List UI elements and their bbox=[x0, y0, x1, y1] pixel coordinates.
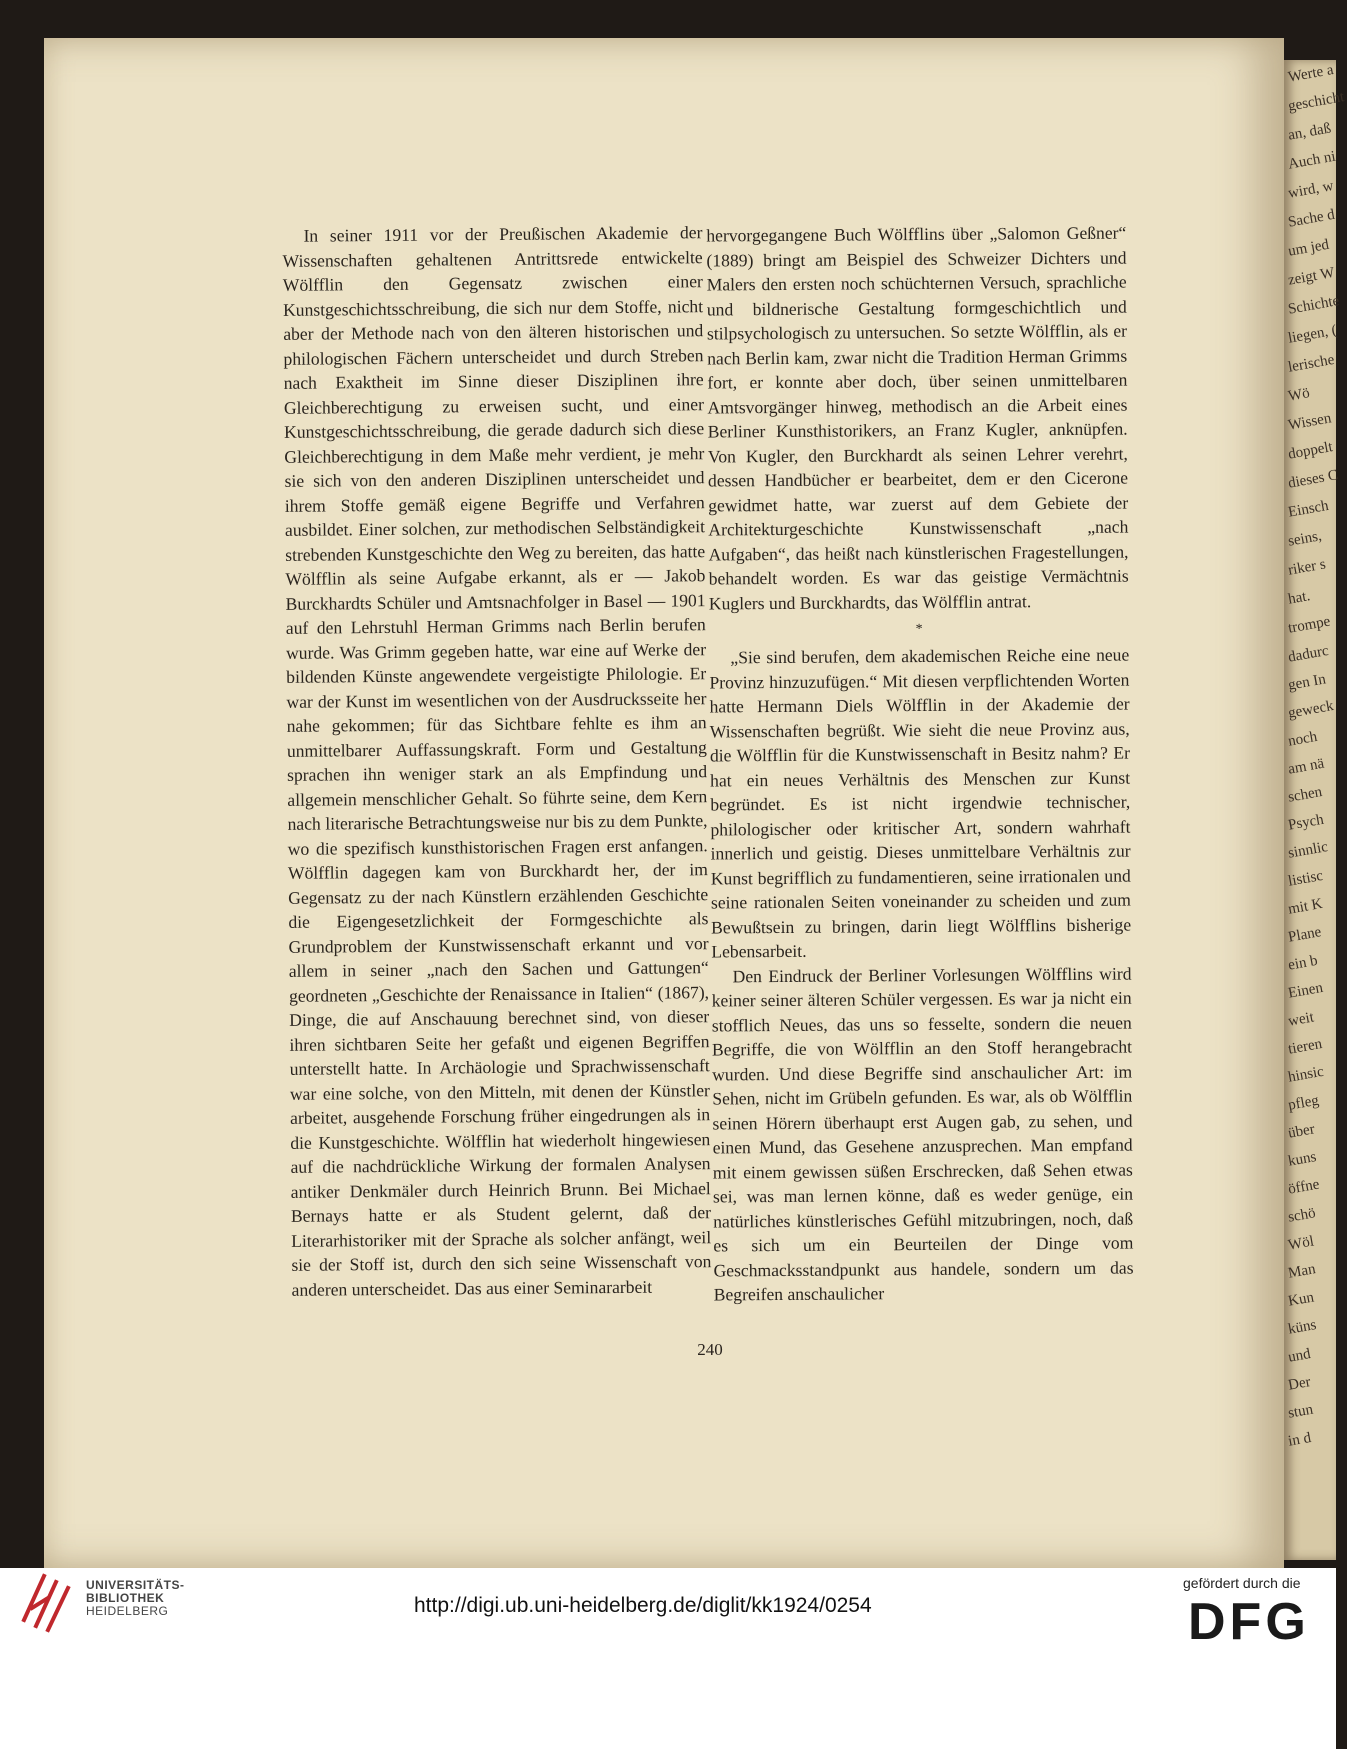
next-page-fragment: seins, bbox=[1286, 528, 1323, 550]
library-name bbox=[86, 1579, 185, 1618]
next-page-fragment: zeigt W bbox=[1286, 264, 1336, 289]
next-page-fragment: trompe bbox=[1286, 613, 1332, 637]
next-page-fragment: Sache d bbox=[1286, 206, 1336, 231]
paragraph: Den Eindruck der Berliner Vorlesungen Wölfflins wird keiner seiner älteren Schüler vergessen. Es war ja nicht ein stofflich Neues, das uns so fesselte, sondern die neuen Begriffe, die von Wölfflin an den Stoff herangebracht wurden. Und diese Begriffe sind anschaulicher Art: im Sehen, nicht im Grübeln gefunden. Es war, als ob Wölfflin seinen Hörern überhaupt erst Augen gab, zu sehen, und einen Mund, das Gesehene anzusprechen. Man empfand mit einem gewissen süßen Erschrecken, daß Sehen etwas sei, was man lernen könne, daß es weder genüge, ein natürliches künstlerisches Gefühl mitzubringen, noch, daß es sich um ein Beurteilen der Dinge vom Geschmacksstandpunkt aus handele, sondern um das Begreifen anschaulicher bbox=[711, 963, 1134, 1305]
next-page-fragment: dadurc bbox=[1286, 642, 1330, 666]
next-page-fragment: pfleg bbox=[1286, 1092, 1321, 1114]
next-page-fragment: über bbox=[1286, 1121, 1316, 1142]
next-page-edge bbox=[1284, 60, 1346, 1560]
next-page-fragment: stun bbox=[1286, 1401, 1315, 1422]
next-page-fragment: schö bbox=[1286, 1205, 1317, 1226]
next-page-fragment: dieses C bbox=[1286, 467, 1340, 492]
funded-by-label: gefördert durch die bbox=[1183, 1575, 1301, 1591]
next-page-fragment: geweck bbox=[1286, 697, 1335, 722]
next-page-fragment: weit bbox=[1286, 1009, 1316, 1030]
dfg-logo[interactable]: DFG bbox=[1188, 1593, 1310, 1651]
next-page-fragment: am nä bbox=[1286, 755, 1326, 778]
next-page-fragment: Kun bbox=[1286, 1289, 1316, 1310]
next-page-fragment: hat. bbox=[1286, 588, 1312, 608]
university-library-logo[interactable] bbox=[18, 1568, 188, 1632]
next-page-fragment: doppelt bbox=[1286, 439, 1334, 463]
next-page-fragment: öffne bbox=[1286, 1176, 1321, 1198]
next-page-fragment: sinnlic bbox=[1286, 838, 1330, 862]
next-page-fragment: Psych bbox=[1286, 811, 1326, 834]
next-page-fragment: noch bbox=[1286, 728, 1319, 750]
next-page-fragment: Auch ni bbox=[1286, 148, 1337, 173]
next-page-fragment: Werte a bbox=[1286, 61, 1335, 86]
next-page-fragment: tieren bbox=[1286, 1036, 1324, 1058]
library-emblem-icon bbox=[18, 1568, 78, 1632]
next-page-fragment: listisc bbox=[1286, 867, 1325, 890]
page-number: 240 bbox=[697, 1340, 723, 1359]
next-page-fragment: gen In bbox=[1286, 671, 1328, 694]
next-page-fragment: Schichte bbox=[1286, 292, 1341, 318]
next-page-fragment: Wö bbox=[1286, 385, 1311, 405]
library-name-line: HEIDELBERG bbox=[86, 1604, 169, 1618]
next-page-fragment: lerische bbox=[1286, 351, 1336, 376]
next-page-fragment: Einen bbox=[1286, 979, 1325, 1002]
next-page-fragment: an, daß bbox=[1286, 120, 1333, 144]
next-page-fragment: Man bbox=[1286, 1261, 1317, 1282]
next-page-fragment: und bbox=[1286, 1346, 1312, 1366]
library-name-line: UNIVERSITÄTS- bbox=[86, 1578, 185, 1592]
left-text-column bbox=[282, 220, 711, 1302]
next-page-fragment: kuns bbox=[1286, 1149, 1318, 1170]
paragraph: In seiner 1911 vor der Preußischen Akademie der Wissenschaften gehaltenen Antrittsrede entwickelte Wölfflin den Gegensatz zwischen einer Kunstgeschichtsschreibung, die sich nur dem Stoffe, nicht aber der Methode nach von den älteren historischen und philologischen Fächern unterscheidet und durch Streben nach Exaktheit im Sinne dieser Disziplinen ihre Gleichberechtigung zu erweisen sucht, und einer Kunstgeschichtsschreibung, die gerade dadurch sich diese Gleichberechtigung in dem Maße mehr verdient, je mehr sie sich von den anderen Disziplinen unterscheidet und ihrem Stoffe gemäß eigene Begriffe und Verfahren ausbildet. Einer solchen, zur methodischen Selbständigkeit strebenden Kunstgeschichte den Weg zu bereiten, das hatte Wölfflin als seine Aufgabe erkannt, als er — Jakob Burckhardts Schüler und Amtsnachfolger in Basel — 1901 auf den Lehrstuhl Herman Grimms nach Berlin berufen wurde. Was Grimm gegeben hatte, war eine auf Werke der bildenden Künste angewendete vergeistigte Philologie. Er war der Kunst im wesentlichen von der Ausdrucksseite her nahe gekommen; für das Sichtbare fehlte es ihm an unmittelbarer Auffassungskraft. Form und Gestaltung sprachen ihn weniger stark an als Empfindung und allgemein menschlicher Gehalt. So führte seine, dem Kern nach literarische Betrachtungsweise nur bis zu dem Punkte, wo die spezifisch kunsthistorischen Fragen erst anfangen. Wölfflin dagegen kam von Burckhardt her, der im Gegensatz zu der nach Künstlern erzählenden Geschichte die Eigengesetzlichkeit der Formgeschichte als Grundproblem der Kunstwissenschaft erkannt und vor allem in seiner „nach den Sachen und Gattungen“ geordneten „Geschichte der Renaissance in Italien“ (1867), Dinge, die auf Anschauung berechnet sind, von dieser ihren sichtbaren Seite her gefaßt und eigenen Begriffen unterstellt hatte. In Archäologie und Sprachwissenschaft war eine solche, von den Mitteln, mit denen der Künstler arbeitet, ausgehende Forschung früher eingedrungen als in die Kunstgeschichte. Wölfflin hat wiederholt hingewiesen auf die nachdrückliche Wirkung der formalen Analysen antiker Denkmäler durch Heinrich Brunn. Bei Michael Bernays hatte er als Student gelernt, daß der Literarhistoriker mit der Sprache als solcher anfängt, weil sie der Stoff ist, durch den sich seine Wissenschaft von anderen unterscheidet. Das aus einer Seminararbeit bbox=[282, 222, 712, 1300]
next-page-fragment: in d bbox=[1286, 1429, 1313, 1450]
next-page-fragment: Wöl bbox=[1286, 1233, 1316, 1254]
next-page-fragment: geschicht bbox=[1286, 89, 1346, 115]
next-page-fragment: riker s bbox=[1286, 556, 1327, 579]
next-page-fragment: ein b bbox=[1286, 952, 1319, 974]
footer-bar bbox=[0, 1568, 1336, 1749]
paragraph: „Sie sind berufen, dem akademischen Reiche eine neue Provinz hinzuzufügen.“ Mit diesen verpflichtenden Worten hatte Hermann Diels Wölfflin in der Akademie der Wissenschaften begrüßt. Wie sieht die neue Provinz aus, die Wölfflin für die Kunstwissenschaft in Besitz nahm? Er hat ein neues Verhältnis des Menschen zur Kunst begründet. Es ist nicht irgendwie technischer, philologischer oder kritischer Art, sondern wahrhaft innerlich und geistig. Dieses unmittelbare Verhältnis zur Kunst begrifflich zu fundamentieren, seine irrationalen und seine rationalen Seiten voneinander zu scheiden und zum Bewußtsein zu bringen, darin liegt Wölfflins bisherige Lebensarbeit. bbox=[709, 644, 1132, 962]
next-page-fragment: mit K bbox=[1286, 895, 1324, 918]
next-page-fragment: Einsch bbox=[1286, 497, 1330, 521]
next-page-fragment: küns bbox=[1286, 1317, 1318, 1338]
next-page-fragment: Wissen bbox=[1286, 410, 1333, 434]
next-page-fragment: Plane bbox=[1286, 924, 1323, 946]
next-page-fragment: Der bbox=[1286, 1374, 1312, 1394]
right-text-column bbox=[706, 221, 1134, 1307]
next-page-fragment: um jed bbox=[1286, 236, 1331, 260]
permalink-url[interactable]: http://digi.ub.uni-heidelberg.de/diglit/kk1924/0254 bbox=[414, 1594, 872, 1617]
section-break-asterisk: * bbox=[915, 621, 923, 638]
next-page-fragment: wird, w bbox=[1286, 177, 1335, 202]
next-page-fragment: schen bbox=[1286, 784, 1324, 806]
paragraph: hervorgegangene Buch Wölfflins über „Salomon Geßner“ (1889) bringt am Beispiel des Schweizer Dichters und Malers den ersten noch schüchternen Versuch, sprachliche und bildnerische Gestaltung formgeschichtlich und stilpsychologisch zu untersuchen. So setzte Wölfflin, als er nach Berlin kam, zwar nicht die Tradition Herman Grimms fort, er konnte aber doch, über seinen unmittelbaren Amtsvorgänger hinweg, methodisch an die Arbeit eines Berliner Kunsthistorikers, an Franz Kugler, anknüpfen. Von Kugler, den Burckhardt als seinen Lehrer verehrt, dessen Handbücher er bearbeitet, dem er den Cicerone gewidmet hatte, war zuerst auf dem Gebiete der Architekturgeschichte Kunstwissenschaft „nach Aufgaben“, das heißt nach künstlerischen Fragestellungen, behandelt worden. Es war das geistige Vermächtnis Kuglers und Burckhardts, das Wölfflin antrat. bbox=[706, 222, 1129, 613]
library-name-line: BIBLIOTHEK bbox=[86, 1591, 165, 1605]
next-page-fragment: hinsic bbox=[1286, 1063, 1326, 1086]
next-page-fragment: liegen, ( bbox=[1286, 322, 1339, 347]
